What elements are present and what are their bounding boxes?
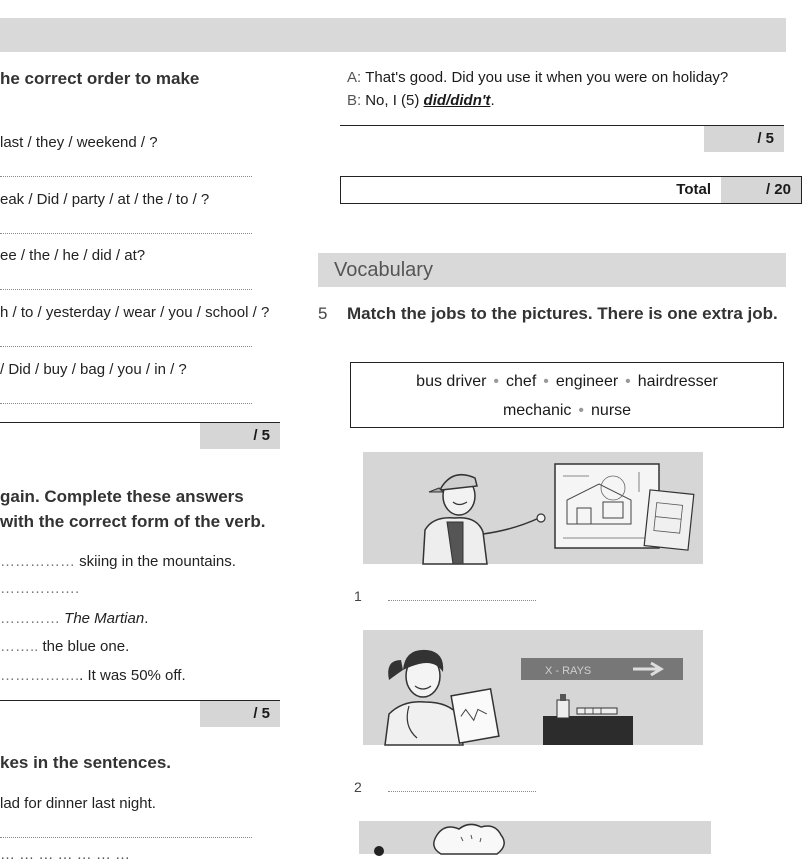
dialog-line-b: B: No, I (5) did/didn't.: [347, 92, 495, 109]
word-row-2: mechanic • nurse: [502, 402, 632, 419]
exercise-item-4: h / to / yesterday / wear / you / school / ?: [0, 304, 270, 321]
answer-line-2[interactable]: [0, 233, 252, 234]
picture-2-number: 2: [354, 779, 362, 795]
question-text: Match the jobs to the pictures. There is one extra job.: [347, 304, 778, 323]
word-bus-driver[interactable]: bus driver: [416, 373, 487, 390]
section2-title-line1: gain. Complete these answers: [0, 487, 244, 506]
xrays-sign-text: X - RAYS: [545, 665, 592, 677]
answer-line-5[interactable]: [0, 403, 252, 404]
section3-answer-line[interactable]: [0, 837, 252, 838]
section1-title: he correct order to make: [0, 69, 200, 88]
picture-1-answer-line[interactable]: [388, 600, 536, 601]
picture-2-answer-line[interactable]: [388, 791, 536, 792]
answer-sentence-5: …………….. It was 50% off.: [0, 667, 186, 684]
word-box: [350, 362, 784, 428]
engineer-illustration: [363, 452, 703, 564]
speaker-a: A:: [347, 69, 362, 86]
section3-title: kes in the sentences.: [0, 753, 172, 772]
section4-score: / 5: [704, 126, 784, 152]
exercise-item-3: ee / the / he / did / at?: [0, 247, 146, 264]
answer-sentence-2: …………….: [0, 580, 80, 597]
picture-1-engineer: [363, 452, 703, 564]
word-row-1: bus driver • chef • engineer • hairdresser: [416, 373, 718, 390]
section3-item-1: lad for dinner last night.: [0, 795, 156, 812]
total-box: [340, 176, 802, 204]
word-mechanic[interactable]: mechanic: [502, 402, 572, 419]
total-score: / 20: [721, 177, 801, 203]
dialog-a-text: That's good. Did you use it when you were on holiday?: [365, 69, 729, 86]
word-chef[interactable]: chef: [506, 373, 537, 390]
section1-score: / 5: [200, 423, 280, 449]
left-column: [0, 0, 290, 863]
exercise-item-1: last / they / weekend / ?: [0, 134, 158, 151]
exercise-item-2: eak / Did / party / at / the / to / ?: [0, 191, 210, 208]
chef-illustration: [359, 821, 711, 854]
picture-3-chef: [359, 821, 711, 854]
exercise-item-5: / Did / buy / bag / you / in / ?: [0, 361, 187, 378]
answer-sentence-4: …….. the blue one.: [0, 638, 130, 655]
vocabulary-title: Vocabulary: [334, 259, 433, 281]
dialog-line-a: [347, 67, 728, 89]
answer-sentence-3: ………… The Martian.: [0, 610, 149, 627]
choice-did-didnt[interactable]: did/didn't: [423, 92, 491, 109]
right-column: [318, 0, 791, 854]
answer-line-1[interactable]: [0, 176, 252, 177]
word-hairdresser[interactable]: hairdresser: [637, 373, 718, 390]
question-number: 5: [318, 304, 328, 323]
section2-score: / 5: [200, 701, 280, 727]
vocabulary-header: [318, 253, 786, 287]
dialog-b-text: No, I (5): [365, 92, 424, 109]
picture-2-nurse: [363, 630, 703, 745]
answer-line-3[interactable]: [0, 289, 252, 290]
picture-1-number: 1: [354, 588, 362, 604]
nurse-illustration: [363, 630, 703, 745]
word-nurse[interactable]: nurse: [591, 402, 632, 419]
word-engineer[interactable]: engineer: [555, 373, 619, 390]
answer-line-4[interactable]: [0, 346, 252, 347]
section2-title-line2: with the correct form of the verb.: [0, 512, 266, 531]
total-label: Total: [676, 181, 711, 198]
answer-sentence-1: …………… skiing in the mountains.: [0, 553, 236, 570]
speaker-b: B:: [347, 92, 362, 109]
section3-item-2-cut: … … … … … … …: [0, 846, 131, 863]
